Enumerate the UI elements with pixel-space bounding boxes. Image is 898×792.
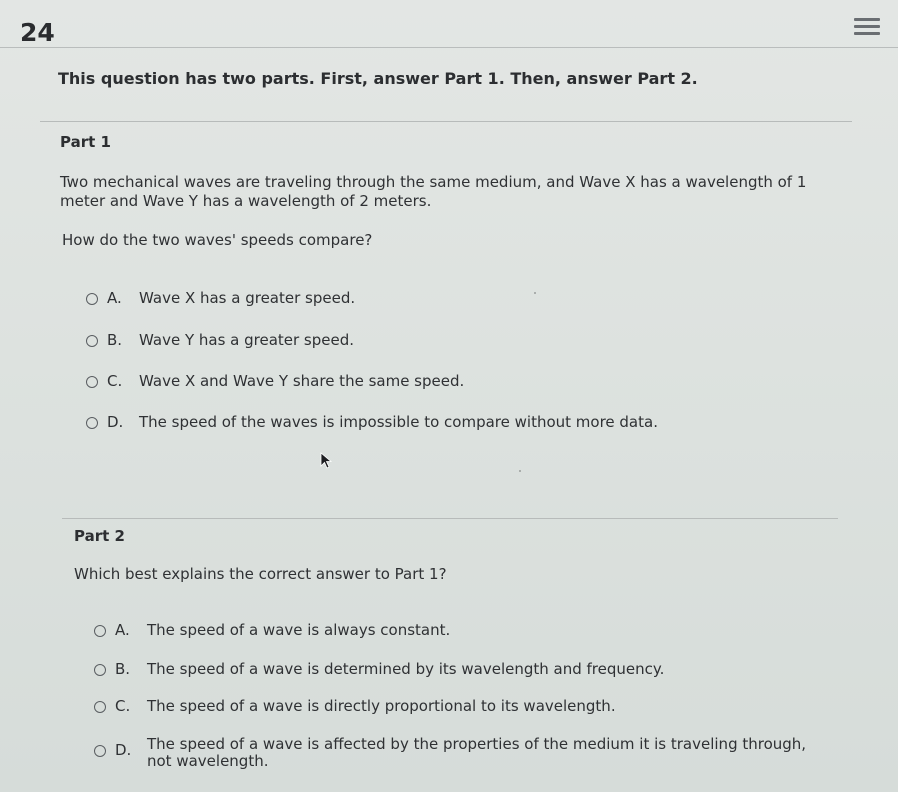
radio-button[interactable] <box>86 417 98 429</box>
part2-option-d[interactable] <box>94 736 806 776</box>
instructions-divider <box>40 121 852 122</box>
option-letter: D. <box>107 413 124 431</box>
radio-button[interactable] <box>94 745 106 757</box>
option-letter: A. <box>107 289 122 307</box>
part2-option-b[interactable] <box>94 660 664 684</box>
part1-stem <box>60 173 806 211</box>
radio-button[interactable] <box>86 376 98 388</box>
option-text: Wave Y has a greater speed. <box>139 331 355 349</box>
part1-question: How do the two waves' speeds compare? <box>62 231 373 249</box>
option-letter: C. <box>115 697 131 715</box>
menu-bar <box>854 18 880 21</box>
part1-option-c[interactable] <box>86 372 464 396</box>
mouse-cursor-icon <box>320 451 336 471</box>
option-text: Wave X and Wave Y share the same speed. <box>139 372 465 390</box>
menu-bar <box>854 32 880 35</box>
option-text: Wave X has a greater speed. <box>139 289 356 307</box>
radio-button[interactable] <box>94 664 106 676</box>
part1-stem-line1: Two mechanical waves are traveling through the same medium, and Wave X has a wavelength of 1 <box>60 173 807 191</box>
part1-option-d[interactable] <box>86 413 658 437</box>
radio-button[interactable] <box>86 293 98 305</box>
part1-option-b[interactable] <box>86 331 354 355</box>
option-letter: B. <box>107 331 123 349</box>
option-letter: D. <box>115 741 132 759</box>
menu-bar <box>854 25 880 28</box>
radio-button[interactable] <box>94 625 106 637</box>
hamburger-menu-icon[interactable] <box>854 16 880 38</box>
option-text: The speed of a wave is always constant. <box>147 621 451 639</box>
part1-stem-line2: meter and Wave Y has a wavelength of 2 meters. <box>60 192 432 210</box>
option-text: The speed of a wave is directly proportional to its wavelength. <box>147 697 616 715</box>
part2-option-a[interactable] <box>94 621 450 645</box>
part-divider <box>62 518 838 519</box>
option-letter: A. <box>115 621 130 639</box>
instructions-text: This question has two parts. First, answer Part 1. Then, answer Part 2. <box>58 69 698 88</box>
screen-speck <box>534 292 536 294</box>
part1-option-a[interactable] <box>86 289 355 313</box>
radio-button[interactable] <box>94 701 106 713</box>
option-text <box>147 736 806 770</box>
screen-speck <box>519 470 521 472</box>
question-number: 24 <box>20 18 55 47</box>
option-text: The speed of the waves is impossible to compare without more data. <box>139 413 658 431</box>
header-divider <box>0 47 898 48</box>
part2-option-c[interactable] <box>94 697 616 721</box>
part2-title: Part 2 <box>74 527 125 545</box>
part2-question: Which best explains the correct answer to Part 1? <box>74 565 447 583</box>
option-letter: C. <box>107 372 123 390</box>
option-text-line2: not wavelength. <box>147 752 269 770</box>
radio-button[interactable] <box>86 335 98 347</box>
option-letter: B. <box>115 660 131 678</box>
part1-title: Part 1 <box>60 133 111 151</box>
option-text: The speed of a wave is determined by its wavelength and frequency. <box>147 660 665 678</box>
option-text-line1: The speed of a wave is affected by the properties of the medium it is traveling through, <box>147 735 807 753</box>
